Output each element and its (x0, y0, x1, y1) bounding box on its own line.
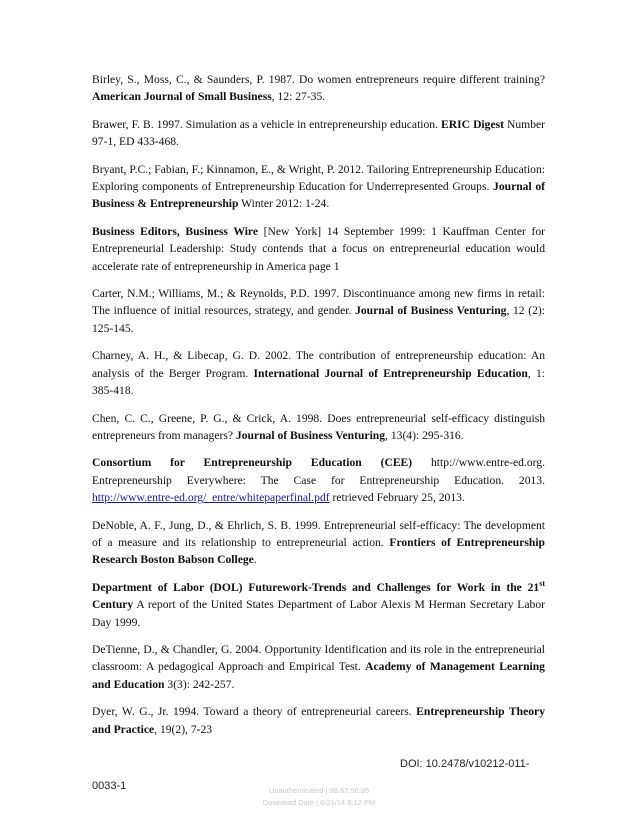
reference-bold-text: Consortium for Entrepreneurship Education (CEE) (92, 456, 413, 470)
reference-text: , 12 (2): 125-145. (92, 304, 545, 335)
reference-bold-text: Frontiers of Entrepreneurship Research Boston Babson College (92, 535, 545, 567)
reference-entry (92, 410, 545, 445)
reference-bold-text: Journal of Business & Entrepreneurship (92, 180, 545, 211)
reference-text: Dyer, W. G., Jr. 1994. Toward a theory of entrepreneurial careers. (92, 705, 417, 719)
reference-text: Bryant, P.C.; Fabian, F.; Kinnamon, E., & Wright, P. 2012. Tailoring Entrepreneurship Education: Exploring components of Entrepreneurship Education for Underrepresented Groups. (92, 162, 545, 194)
reference-text: Carter, N.M.; Williams, M.; & Reynolds, P.D. 1997. Discontinuance among new firms in retail: The influence of initial resources, strategy, and gender. (92, 287, 545, 318)
doi-line-2: 0033-1 (92, 780, 127, 792)
reference-bold-text: Century (92, 598, 134, 612)
reference-text: DeNoble, A. F., Jung, D., & Ehrlich, S. B. 1999. Entrepreneurial self-efficacy: The development of a measure and its relationship to entrepreneurial action. (92, 518, 545, 549)
reference-text: A report of the United States Department of Labor Alexis M Herman Secretary Labor Day 1999. (92, 598, 545, 629)
reference-bold-text: Department of Labor (DOL) Futurework-Trends and Challenges for Work in the 21 (92, 580, 540, 594)
watermark-line-2: Download Date | 6/21/14 9:12 PM (262, 798, 376, 807)
reference-text: Birley, S., Moss, C., & Saunders, P. 1987. Do women entrepreneurs require different training? (92, 73, 545, 86)
reference-link[interactable]: http://www.entre-ed.org/_entre/whitepaperfinal.pdf (92, 491, 330, 505)
reference-text: , 19(2), 7-23 (154, 722, 213, 736)
reference-bold-text: Academy of Management Learning and Education (92, 660, 545, 691)
reference-entry (92, 703, 545, 738)
reference-entry (92, 223, 545, 275)
reference-entry (92, 347, 545, 399)
reference-text: Charney, A. H., & Libecap, G. D. 2002. The contribution of entrepreneurship education: An analysis of the Berger Program. (92, 349, 545, 380)
reference-bold-text: International Journal of Entrepreneurship Education (253, 366, 528, 380)
reference-text: Brawer, F. B. 1997. Simulation as a vehicle in entrepreneurship education. (92, 117, 442, 131)
reference-entry (92, 285, 545, 337)
reference-text: Winter 2012: 1-24. (238, 197, 330, 211)
reference-text: [New York] 14 September 1999: 1 Kauffman Center for Entrepreneurial Leadership: Study contends that a focus on entrepreneurial education would accelerate rate of entrepreneurship in America page 1 (92, 224, 545, 273)
reference-text: 3(3): 242-257. (164, 677, 235, 691)
reference-list (92, 71, 545, 748)
reference-text: Chen, C. C., Greene, P. G., & Crick, A. 1998. Does entrepreneurial self-efficacy distinguish entrepreneurs from managers? (92, 411, 545, 442)
reference-bold-text: American Journal of Small Business (92, 90, 272, 104)
reference-text: retrieved February 25, 2013. (329, 491, 465, 505)
reference-text: , 12: 27-35. (271, 90, 326, 104)
reference-entry (92, 454, 545, 506)
reference-entry (92, 71, 545, 106)
reference-text: , 1: 385-418. (92, 366, 545, 398)
reference-text: . (253, 553, 257, 567)
reference-text: http://www.entre-ed.org. Entrepreneurship Everywhere: The Case for Entrepreneurship Education. 2013. (92, 456, 545, 487)
reference-text: Number 97-1, ED 433-468. (92, 117, 546, 149)
reference-bold-text: Entrepreneurship Theory and Practice (92, 705, 545, 736)
reference-bold-text: Journal of Business Venturing (355, 304, 507, 318)
reference-entry (92, 579, 545, 631)
reference-entry (92, 641, 545, 693)
doi-line-1: DOI: 10.2478/v10212-011- (400, 758, 530, 770)
reference-bold-text: Business Editors, Business Wire (92, 224, 259, 238)
reference-bold-text: ERIC Digest (441, 117, 504, 131)
reference-superscript: st (539, 578, 545, 588)
reference-text: DeTienne, D., & Chandler, G. 2004. Opportunity Identification and its role in the entrepreneurial classroom: A pedagogical Approach and Empirical Test. (92, 642, 545, 674)
reference-text: , 13(4): 295-316. (385, 428, 464, 442)
watermark-line-1: Unauthenticated | 98.67.96.95 (268, 786, 370, 795)
reference-entry (92, 161, 545, 213)
reference-entry (92, 517, 545, 569)
reference-bold-text: Journal of Business Venturing (235, 428, 386, 442)
reference-entry (92, 116, 545, 151)
